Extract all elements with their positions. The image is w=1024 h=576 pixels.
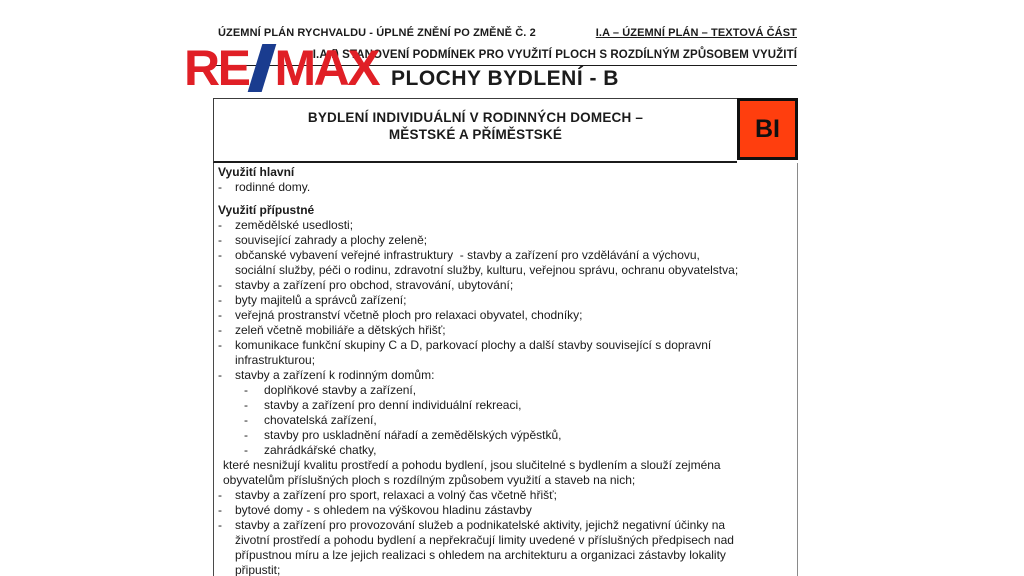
list-dash: - [244,413,248,427]
list-dash: - [218,293,222,307]
list-item-text: stavby a zařízení pro sport, relaxaci a volný čas včetně hřišť; [235,488,557,502]
list-item-text: stavby a zařízení pro denní individuální rekreaci, [264,398,522,412]
card-body [213,163,798,576]
document-section-label: I.A – ÚZEMNÍ PLÁN – TEXTOVÁ ČÁST [595,27,797,39]
list-item-text: stavby a zařízení pro provozování služeb a podnikatelské aktivity, jejichž negativní účinky na životní prostředí a pohodu bydlení a nepřekračují limity uvedené v příslušných předpisech nad přípustnou míru a lze jejich realizaci s ohledem na architekturu a organizaci zástavby lokality připustit; [235,518,738,576]
zone-code-badge: BI [737,98,798,160]
list-dash: - [218,338,222,352]
sub-list-item [218,428,741,443]
list-item-text: zeleň včetně mobiliáře a dětských hřišť; [235,323,446,337]
list-dash: - [218,323,222,337]
logo-text-max: MAX [274,40,379,96]
usage-section [218,165,741,195]
list-item [218,323,741,338]
sub-list-item [218,443,741,458]
list-item [218,368,741,383]
list-item [218,180,741,195]
list-item-text: chovatelská zařízení, [264,413,377,427]
list-dash: - [218,518,222,532]
sub-list-item [218,398,741,413]
subsection-heading: I.A.f) STANOVENÍ PODMÍNEK PRO VYUŽITÍ PLOCH S ROZDÍLNÝM ZPŮSOBEM VYUŽITÍ [312,49,797,61]
list-item [218,218,741,233]
list-dash: - [244,428,248,442]
list-continuation: které nesnižují kvalitu prostředí a pohodu bydlení, jsou slučitelné s bydlením a slouží zejména obyvatelům příslušných ploch s rozdílným způsobem využití a staveb na nich; [223,458,721,487]
list-dash: - [218,488,222,502]
list-dash: - [244,383,248,397]
page-title: PLOCHY BYDLENÍ - B [391,67,619,90]
usage-section [218,203,741,576]
list-dash: - [218,503,222,517]
list-item-text: bytové domy - s ohledem na výškovou hladinu zástavby [235,503,532,517]
zone-title-line1: BYDLENÍ INDIVIDUÁLNÍ V RODINNÝCH DOMECH – [307,110,644,125]
list-dash: - [218,218,222,232]
list-item-text: stavby a zařízení k rodinným domům: [235,368,435,382]
list-item [218,278,741,293]
list-item [218,503,741,518]
list-item [218,338,741,368]
list-dash: - [218,368,222,382]
list-dash: - [218,180,222,194]
list-item-text: rodinné domy. [235,180,311,194]
list-dash: - [244,443,248,457]
section-heading: Využití přípustné [218,203,315,217]
section-heading: Využití hlavní [218,165,295,179]
list-item [218,308,741,323]
list-item-text: související zahrady a plochy zeleně; [235,233,428,247]
zone-title [213,98,737,163]
zoning-card-header [213,98,798,163]
list-item-text: stavby a zařízení pro obchod, stravování, ubytování; [235,278,514,292]
list-item-text: byty majitelů a správců zařízení; [235,293,407,307]
document-title: ÚZEMNÍ PLÁN RYCHVALDU - ÚPLNÉ ZNĚNÍ PO ZMĚNĚ Č. 2 [218,27,536,39]
list-dash: - [218,248,222,262]
list-dash: - [218,308,222,322]
list-item-text: veřejná prostranství včetně ploch pro relaxaci obyvatel, chodníky; [235,308,583,322]
list-item-text: komunikace funkční skupiny C a D, parkovací plochy a další stavby související s dopravní infrastrukturou; [235,338,715,367]
list-dash: - [218,233,222,247]
list-item [218,233,741,248]
list-item-text: zemědělské usedlosti; [235,218,354,232]
logo-text-re: RE [184,40,249,96]
zone-title-line2: MĚSTSKÉ A PŘÍMĚSTSKÉ [388,127,563,142]
list-item [218,293,741,308]
list-item [218,488,741,503]
list-item [218,248,741,278]
list-item-text: občanské vybavení veřejné infrastruktury - stavby a zařízení pro vzdělávání a výchovu, sociální služby, péči o rodinu, zdravotní služby, kulturu, veřejnou správu, ochranu obyvatelstva; [235,248,739,277]
list-item [218,518,741,576]
list-dash: - [218,278,222,292]
list-dash: - [244,398,248,412]
list-item-text: doplňkové stavby a zařízení, [264,383,417,397]
zoning-card [213,98,798,576]
list-item-text: stavby pro uskladnění nářadí a zemědělských výpěstků, [264,428,562,442]
list-item-text: zahrádkářské chatky, [264,443,377,457]
sub-list-item [218,413,741,428]
sub-list-item [218,383,741,398]
